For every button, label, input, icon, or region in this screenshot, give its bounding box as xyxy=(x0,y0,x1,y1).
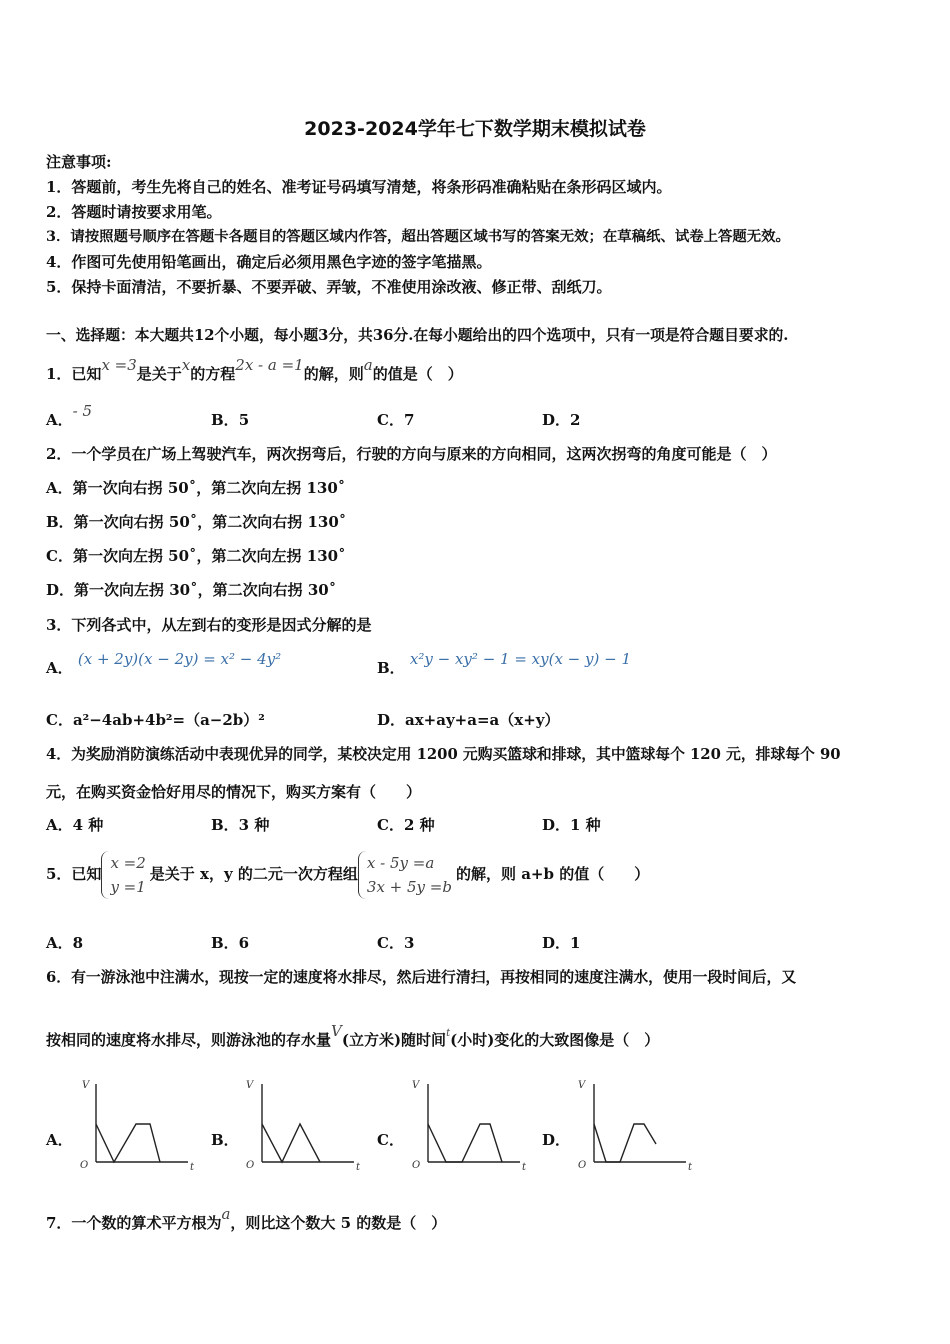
math-expression: a xyxy=(221,1205,231,1223)
option-d: D．第一次向左拐 30˚，第二次向右拐 30˚ xyxy=(46,581,337,599)
math-expression: a xyxy=(363,356,373,374)
note-item: 3．请按照题号顺序在答题卡各题目的答题区域内作答，超出答题区域书写的答案无效；在草稿纸、试卷上答题无效。 xyxy=(46,228,790,245)
axis-label-t: t xyxy=(190,1162,195,1173)
option-b: B．5 xyxy=(211,411,250,429)
option-d: D．ax+ay+a=a（x+y） xyxy=(377,711,560,729)
question-2: 2．一个学员在广场上驾驶汽车，两次拐弯后，行驶的方向与原来的方向相同，这两次拐弯的角度可能是（ ） xyxy=(46,445,777,463)
note-item: 2．答题时请按要求用笔。 xyxy=(46,203,222,221)
option-a: A．4 种 xyxy=(46,816,104,834)
page-title: 2023-2024学年七下数学期末模拟试卷 xyxy=(304,118,646,140)
option-d: D．1 种 xyxy=(542,816,601,834)
question-7: 7．一个数的算术平方根为a，则比这个数大 5 的数是（ ） xyxy=(46,1205,447,1232)
math-expression: x =3 xyxy=(101,356,137,374)
axis-label-v: V xyxy=(246,1080,254,1091)
origin-label: O xyxy=(412,1160,421,1171)
question-6: 6．有一游泳池中注满水，现按一定的速度将水排尽，然后进行清扫，再按相同的速度注满水，使用一段时间后，又 xyxy=(46,969,797,986)
math-expression: x²y − xy² − 1 = xy(x − y) − 1 xyxy=(409,650,631,668)
graph-a xyxy=(74,1078,204,1174)
option-a: A．8 xyxy=(46,934,84,952)
graph-line xyxy=(262,1124,320,1162)
section-heading: 一、选择题：本大题共12个小题，每小题3分，共36分.在每小题给出的四个选项中，只有一项是符合题目要求的. xyxy=(46,327,789,344)
option-c: C． xyxy=(377,1131,404,1149)
question-6-continued: 按相同的速度将水排尽，则游泳池的存水量V(立方米)随时间$^t$(小时)变化的大致图像是（ ） xyxy=(46,1022,660,1049)
math-expression: 2x - a =1 xyxy=(235,356,304,374)
option-d: D．2 xyxy=(542,411,581,429)
origin-label: O xyxy=(578,1160,587,1171)
math-expression: V xyxy=(331,1022,342,1040)
origin-label: O xyxy=(246,1160,255,1171)
notes-heading: 注意事项: xyxy=(46,153,112,171)
equation-system: x =2 y =1 xyxy=(101,851,149,899)
graph-b xyxy=(240,1078,370,1174)
axis-label-t: t xyxy=(356,1162,361,1173)
axis-label-t: t xyxy=(522,1162,527,1173)
origin-label: O xyxy=(80,1160,89,1171)
option-c: C．a²−4ab+4b²=（a−2b）² xyxy=(46,711,265,729)
question-5: 5．已知 x =2 y =1 是关于 x，y 的二元一次方程组 x - 5y =a 3x + 5y =b 的解，则 a+b 的值（ ） xyxy=(46,848,649,904)
math-expression: t xyxy=(446,1028,451,1039)
note-item: 1．答题前，考生先将自己的姓名、准考证号码填写清楚，将条形码准确粘贴在条形码区域内。 xyxy=(46,178,672,196)
graph-line xyxy=(594,1124,656,1162)
graph-line xyxy=(96,1124,160,1162)
note-item: 4．作图可先使用铅笔画出，确定后必须用黑色字迹的签字笔描黑。 xyxy=(46,253,492,271)
option-c: C．7 xyxy=(377,411,415,429)
option-b: B． xyxy=(211,1131,239,1149)
axis-label-v: V xyxy=(412,1080,420,1091)
graph-line xyxy=(428,1124,502,1162)
option-d: D．1 xyxy=(542,934,581,952)
option-b: B． x²y − xy² − 1 = xy(x − y) − 1 xyxy=(377,650,631,677)
option-a: A．- 5 xyxy=(46,402,93,429)
math-expression: x xyxy=(181,356,191,374)
math-expression: (x + 2y)(x − 2y) = x² − 4y² xyxy=(77,650,282,668)
option-a: A． (x + 2y)(x − 2y) = x² − 4y² xyxy=(46,650,282,677)
option-c: C．2 种 xyxy=(377,816,435,834)
option-d: D． xyxy=(542,1131,571,1149)
axis-label-v: V xyxy=(578,1080,586,1091)
question-4: 4．为奖励消防演练活动中表现优异的同学，某校决定用 1200 元购买篮球和排球，其中篮球每个 120 元，排球每个 90 xyxy=(46,746,841,763)
option-c: C．3 xyxy=(377,934,415,952)
question-3: 3．下列各式中，从左到右的变形是因式分解的是 xyxy=(46,616,372,634)
option-b: B．第一次向右拐 50˚，第二次向右拐 130˚ xyxy=(46,513,347,531)
axis-label-t: t xyxy=(688,1162,693,1173)
graph-c xyxy=(406,1078,536,1174)
graph-d xyxy=(572,1078,702,1174)
note-item: 5．保持卡面清洁，不要折暴、不要弄破、弄皱，不准使用涂改液、修正带、刮纸刀。 xyxy=(46,278,612,296)
axis-label-v: V xyxy=(82,1080,90,1091)
question-4-continued: 元，在购买资金恰好用尽的情况下，购买方案有（ ） xyxy=(46,783,422,801)
option-a: A．第一次向右拐 50˚，第二次向左拐 130˚ xyxy=(46,479,346,497)
option-b: B．6 xyxy=(211,934,250,952)
option-c: C．第一次向左拐 50˚，第二次向左拐 130˚ xyxy=(46,547,346,565)
equation-system: x - 5y =a 3x + 5y =b xyxy=(358,851,456,899)
option-b: B．3 种 xyxy=(211,816,270,834)
option-a: A． xyxy=(46,1131,73,1149)
question-1: 1．已知x =3是关于x的方程2x - a =1的解，则a的值是（ ） xyxy=(46,356,463,383)
